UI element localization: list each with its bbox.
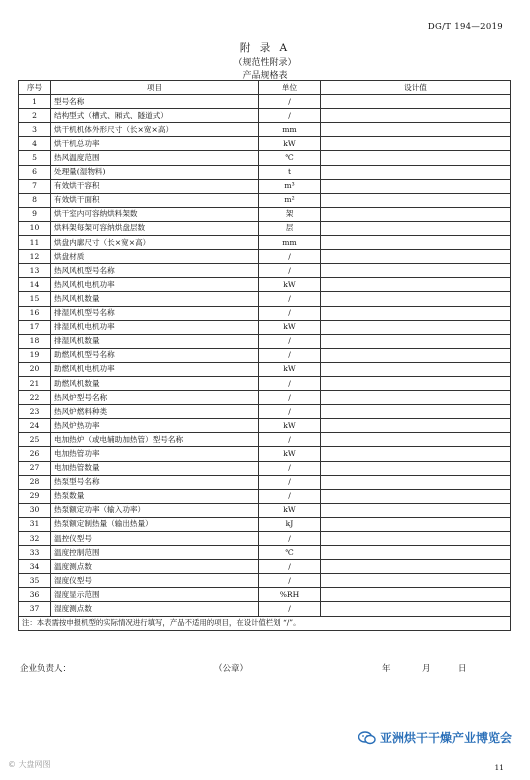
table-row xyxy=(19,391,511,405)
row-design-value xyxy=(321,123,511,137)
header-design-value: 设计值 xyxy=(321,81,511,95)
table-row xyxy=(19,207,511,221)
row-unit: mm xyxy=(259,236,321,250)
table-row xyxy=(19,447,511,461)
row-item: 热风风机电机功率 xyxy=(51,278,259,292)
table-row xyxy=(19,405,511,419)
row-design-value xyxy=(321,137,511,151)
row-unit: / xyxy=(259,602,321,616)
wechat-icon xyxy=(358,731,376,745)
row-number: 4 xyxy=(19,137,51,151)
row-item: 有效烘干容积 xyxy=(51,179,259,193)
row-number: 5 xyxy=(19,151,51,165)
row-design-value xyxy=(321,348,511,362)
row-item: 有效烘干面积 xyxy=(51,193,259,207)
row-number: 26 xyxy=(19,447,51,461)
day-label: 日 xyxy=(458,664,467,674)
row-design-value xyxy=(321,489,511,503)
row-item: 排湿风机型号名称 xyxy=(51,306,259,320)
row-design-value xyxy=(321,109,511,123)
row-unit: / xyxy=(259,574,321,588)
table-note-row xyxy=(19,616,511,630)
row-design-value xyxy=(321,560,511,574)
row-number: 8 xyxy=(19,193,51,207)
row-unit: / xyxy=(259,250,321,264)
row-item: 热风炉燃料种类 xyxy=(51,405,259,419)
row-design-value xyxy=(321,250,511,264)
row-design-value xyxy=(321,602,511,616)
row-item: 烘干机机体外形尺寸（长×宽×高） xyxy=(51,123,259,137)
table-row xyxy=(19,109,511,123)
row-number: 27 xyxy=(19,461,51,475)
row-number: 22 xyxy=(19,391,51,405)
row-unit: ℃ xyxy=(259,151,321,165)
row-number: 32 xyxy=(19,532,51,546)
row-unit: 层 xyxy=(259,221,321,235)
row-item: 型号名称 xyxy=(51,95,259,109)
header-unit: 单位 xyxy=(259,81,321,95)
table-row xyxy=(19,489,511,503)
row-item: 烘盘材质 xyxy=(51,250,259,264)
table-row xyxy=(19,151,511,165)
table-row xyxy=(19,165,511,179)
row-number: 15 xyxy=(19,292,51,306)
row-unit: / xyxy=(259,109,321,123)
row-design-value xyxy=(321,447,511,461)
row-item: 湿度显示范围 xyxy=(51,588,259,602)
row-design-value xyxy=(321,475,511,489)
row-unit: kW xyxy=(259,503,321,517)
row-number: 24 xyxy=(19,419,51,433)
row-item: 热风炉型号名称 xyxy=(51,391,259,405)
row-unit: / xyxy=(259,391,321,405)
row-item: 热泵额定制热量（输出热量） xyxy=(51,517,259,531)
row-item: 电加热炉（或电辅助加热管）型号名称 xyxy=(51,433,259,447)
row-unit: kW xyxy=(259,320,321,334)
row-item: 助燃风机数量 xyxy=(51,376,259,390)
table-row xyxy=(19,348,511,362)
row-number: 17 xyxy=(19,320,51,334)
row-design-value xyxy=(321,236,511,250)
row-design-value xyxy=(321,221,511,235)
row-number: 29 xyxy=(19,489,51,503)
table-row xyxy=(19,546,511,560)
table-row xyxy=(19,236,511,250)
row-design-value xyxy=(321,95,511,109)
row-unit: / xyxy=(259,306,321,320)
responsible-label: 企业负责人： xyxy=(20,664,72,674)
row-design-value xyxy=(321,264,511,278)
row-number: 34 xyxy=(19,560,51,574)
row-number: 33 xyxy=(19,546,51,560)
table-row xyxy=(19,475,511,489)
row-item: 结构型式（槽式、厢式、隧道式） xyxy=(51,109,259,123)
row-item: 热风风机数量 xyxy=(51,292,259,306)
table-row xyxy=(19,574,511,588)
table-row xyxy=(19,461,511,475)
document-code: DG/T 194—2019 xyxy=(427,22,503,32)
row-design-value xyxy=(321,517,511,531)
table-row xyxy=(19,193,511,207)
row-design-value xyxy=(321,334,511,348)
table-row xyxy=(19,278,511,292)
row-design-value xyxy=(321,362,511,376)
row-unit: mm xyxy=(259,123,321,137)
row-unit: / xyxy=(259,489,321,503)
table-row xyxy=(19,179,511,193)
row-item: 电加热管数量 xyxy=(51,461,259,475)
row-unit: kJ xyxy=(259,517,321,531)
row-number: 35 xyxy=(19,574,51,588)
row-number: 23 xyxy=(19,405,51,419)
row-design-value xyxy=(321,574,511,588)
table-row xyxy=(19,320,511,334)
row-number: 25 xyxy=(19,433,51,447)
row-design-value xyxy=(321,179,511,193)
table-row xyxy=(19,588,511,602)
row-number: 36 xyxy=(19,588,51,602)
row-number: 20 xyxy=(19,362,51,376)
year-label: 年 xyxy=(382,664,391,674)
row-unit: kW xyxy=(259,278,321,292)
row-item: 处理量(湿物料) xyxy=(51,165,259,179)
row-unit: t xyxy=(259,165,321,179)
row-unit: / xyxy=(259,348,321,362)
table-row xyxy=(19,123,511,137)
row-number: 11 xyxy=(19,236,51,250)
row-item: 烘盘内廓尺寸（长×宽×高） xyxy=(51,236,259,250)
row-unit: / xyxy=(259,475,321,489)
row-number: 18 xyxy=(19,334,51,348)
row-design-value xyxy=(321,376,511,390)
header-item: 项目 xyxy=(51,81,259,95)
row-unit: kW xyxy=(259,419,321,433)
row-number: 6 xyxy=(19,165,51,179)
table-title: 产品规格表 xyxy=(242,71,288,81)
table-row xyxy=(19,137,511,151)
row-unit: / xyxy=(259,376,321,390)
row-design-value xyxy=(321,193,511,207)
row-unit: / xyxy=(259,560,321,574)
table-row xyxy=(19,250,511,264)
row-number: 30 xyxy=(19,503,51,517)
row-item: 电加热管功率 xyxy=(51,447,259,461)
row-unit: m² xyxy=(259,193,321,207)
row-unit: kW xyxy=(259,362,321,376)
watermark-left: © 大盘网图 xyxy=(8,760,51,769)
month-label: 月 xyxy=(422,664,431,674)
table-row xyxy=(19,560,511,574)
table-row xyxy=(19,292,511,306)
row-unit: %RH xyxy=(259,588,321,602)
row-number: 1 xyxy=(19,95,51,109)
row-design-value xyxy=(321,461,511,475)
table-row xyxy=(19,221,511,235)
page-number: 11 xyxy=(494,763,504,772)
row-design-value xyxy=(321,546,511,560)
row-number: 31 xyxy=(19,517,51,531)
row-unit: kW xyxy=(259,137,321,151)
row-unit: kW xyxy=(259,447,321,461)
table-row xyxy=(19,602,511,616)
row-number: 16 xyxy=(19,306,51,320)
row-number: 12 xyxy=(19,250,51,264)
row-number: 14 xyxy=(19,278,51,292)
row-number: 28 xyxy=(19,475,51,489)
row-item: 热泵额定功率（输入功率） xyxy=(51,503,259,517)
row-number: 13 xyxy=(19,264,51,278)
table-row xyxy=(19,334,511,348)
table-row xyxy=(19,362,511,376)
row-unit: m³ xyxy=(259,179,321,193)
row-item: 排湿风机电机功率 xyxy=(51,320,259,334)
table-row xyxy=(19,503,511,517)
table-row xyxy=(19,433,511,447)
table-note: 注：本表需按申报机型的实际情况进行填写，产品不适用的项目，在设计值栏划 “/”。 xyxy=(19,616,511,630)
row-design-value xyxy=(321,433,511,447)
row-design-value xyxy=(321,165,511,179)
row-design-value xyxy=(321,320,511,334)
row-design-value xyxy=(321,207,511,221)
row-unit: / xyxy=(259,95,321,109)
appendix-title: 附 录 A xyxy=(239,42,291,54)
row-number: 3 xyxy=(19,123,51,137)
table-row xyxy=(19,306,511,320)
row-number: 7 xyxy=(19,179,51,193)
table-header-row xyxy=(19,81,511,95)
row-item: 烘料架每架可容纳烘盘层数 xyxy=(51,221,259,235)
table-row xyxy=(19,95,511,109)
row-unit: / xyxy=(259,461,321,475)
row-number: 19 xyxy=(19,348,51,362)
product-spec-table xyxy=(18,80,511,631)
row-item: 热风炉热功率 xyxy=(51,419,259,433)
row-item: 烘干机总功率 xyxy=(51,137,259,151)
table-row xyxy=(19,532,511,546)
table-row xyxy=(19,517,511,531)
row-item: 湿度测点数 xyxy=(51,602,259,616)
row-item: 助燃风机电机功率 xyxy=(51,362,259,376)
row-unit: / xyxy=(259,292,321,306)
row-design-value xyxy=(321,532,511,546)
row-unit: ℃ xyxy=(259,546,321,560)
row-unit: / xyxy=(259,433,321,447)
row-number: 37 xyxy=(19,602,51,616)
row-design-value xyxy=(321,419,511,433)
row-unit: / xyxy=(259,334,321,348)
row-design-value xyxy=(321,503,511,517)
row-number: 10 xyxy=(19,221,51,235)
row-item: 烘干室内可容纳烘料架数 xyxy=(51,207,259,221)
row-item: 温度测点数 xyxy=(51,560,259,574)
row-item: 温控仪型号 xyxy=(51,532,259,546)
row-number: 2 xyxy=(19,109,51,123)
header-no: 序号 xyxy=(19,81,51,95)
table-row xyxy=(19,419,511,433)
row-design-value xyxy=(321,278,511,292)
signature-line xyxy=(18,662,510,676)
table-row xyxy=(19,376,511,390)
row-design-value xyxy=(321,588,511,602)
appendix-note: （规范性附录） xyxy=(233,58,297,68)
row-item: 排湿风机数量 xyxy=(51,334,259,348)
watermark-text: 亚洲烘干干燥产业博览会 xyxy=(379,731,512,745)
row-design-value xyxy=(321,292,511,306)
row-item: 热泵型号名称 xyxy=(51,475,259,489)
row-design-value xyxy=(321,391,511,405)
row-unit: / xyxy=(259,405,321,419)
row-unit: 架 xyxy=(259,207,321,221)
watermark-brand xyxy=(358,729,512,746)
row-design-value xyxy=(321,151,511,165)
seal-label: （公章） xyxy=(214,664,249,674)
row-unit: / xyxy=(259,264,321,278)
row-design-value xyxy=(321,405,511,419)
table-row xyxy=(19,264,511,278)
row-design-value xyxy=(321,306,511,320)
row-item: 热风温度范围 xyxy=(51,151,259,165)
row-item: 温度控制范围 xyxy=(51,546,259,560)
row-item: 湿度仪型号 xyxy=(51,574,259,588)
row-number: 9 xyxy=(19,207,51,221)
row-item: 热泵数量 xyxy=(51,489,259,503)
row-item: 助燃风机型号名称 xyxy=(51,348,259,362)
row-item: 热风风机型号名称 xyxy=(51,264,259,278)
row-unit: / xyxy=(259,532,321,546)
row-number: 21 xyxy=(19,376,51,390)
